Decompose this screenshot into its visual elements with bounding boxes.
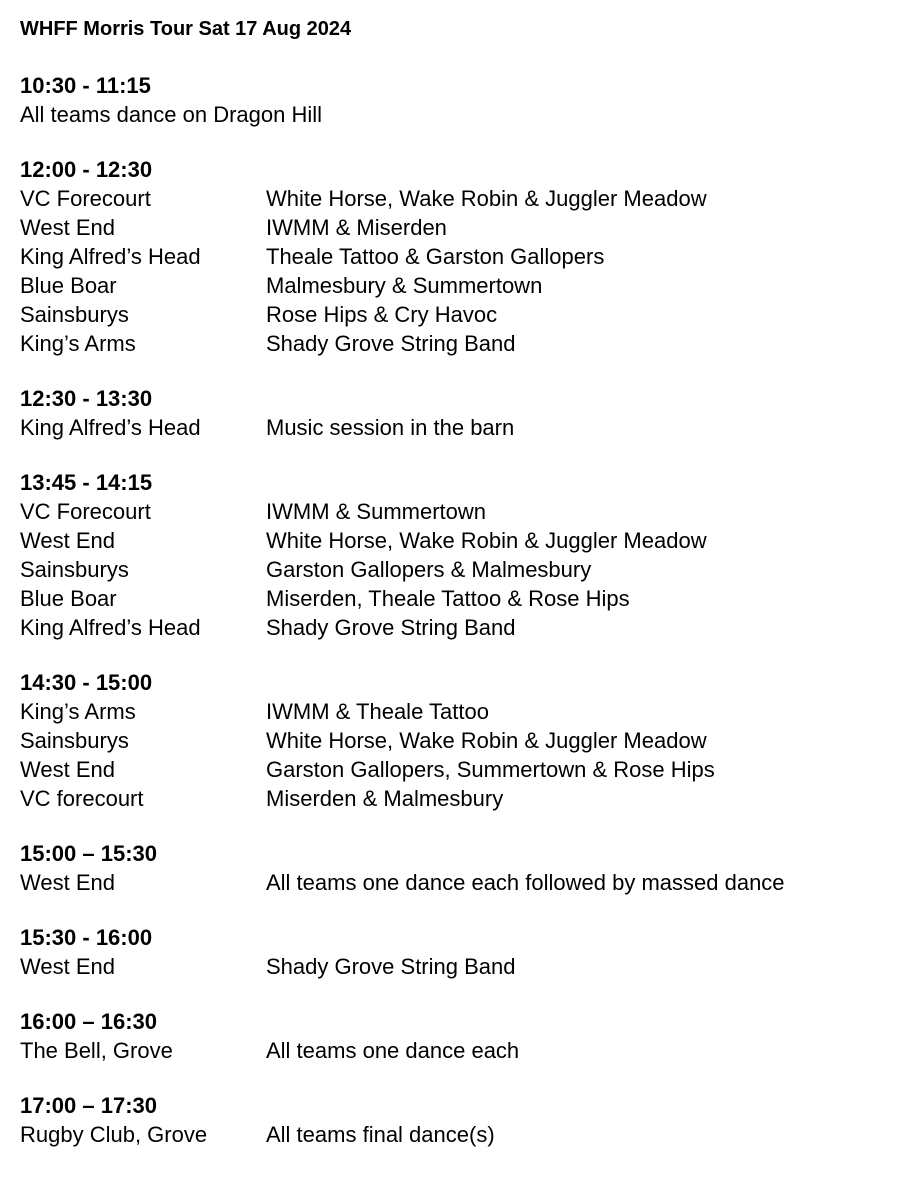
schedule-activity: Miserden & Malmesbury	[266, 786, 504, 811]
time-block	[20, 468, 890, 642]
time-block	[20, 668, 890, 813]
time-block	[20, 839, 890, 897]
schedule-location: The Bell, Grove	[20, 1038, 173, 1063]
schedule-row	[20, 300, 890, 329]
schedule-location: King Alfred’s Head	[20, 244, 201, 269]
schedule-row	[20, 213, 890, 242]
time-block	[20, 155, 890, 358]
schedule-activity: Garston Gallopers, Summertown & Rose Hips	[266, 757, 715, 782]
schedule-location: West End	[20, 528, 115, 553]
schedule-location: All teams dance on Dragon Hill	[20, 102, 323, 127]
schedule-row	[20, 242, 890, 271]
schedule-row	[20, 497, 890, 526]
schedule-row	[20, 755, 890, 784]
time-range: 12:00 - 12:30	[20, 157, 153, 182]
schedule-row	[20, 868, 890, 897]
schedule-activity: All teams final dance(s)	[266, 1122, 495, 1147]
schedule-row	[20, 271, 890, 300]
schedule-location: VC Forecourt	[20, 186, 151, 211]
schedule-row	[20, 584, 890, 613]
schedule-activity: Miserden, Theale Tattoo & Rose Hips	[266, 586, 630, 611]
schedule-row	[20, 413, 890, 442]
schedule-location: King’s Arms	[20, 331, 136, 356]
time-block	[20, 1091, 890, 1149]
schedule-activity: White Horse, Wake Robin & Juggler Meadow	[266, 728, 707, 753]
schedule-activity: Rose Hips & Cry Havoc	[266, 302, 498, 327]
schedule-location: Blue Boar	[20, 273, 117, 298]
schedule-activity: All teams one dance each followed by massed dance	[266, 870, 785, 895]
schedule-row	[20, 1120, 890, 1149]
schedule-location: West End	[20, 215, 115, 240]
schedule-location: King Alfred’s Head	[20, 615, 201, 640]
time-block	[20, 923, 890, 981]
schedule-row	[20, 329, 890, 358]
document-title: WHFF Morris Tour Sat 17 Aug 2024	[20, 18, 352, 40]
schedule-row	[20, 1036, 890, 1065]
time-range: 14:30 - 15:00	[20, 670, 153, 695]
schedule-row	[20, 184, 890, 213]
schedule-row	[20, 784, 890, 813]
schedule-activity: Music session in the barn	[266, 415, 515, 440]
schedule-activity: Theale Tattoo & Garston Gallopers	[266, 244, 605, 269]
time-range: 13:45 - 14:15	[20, 470, 153, 495]
schedule-location: West End	[20, 870, 115, 895]
time-block	[20, 1007, 890, 1065]
schedule-location: VC Forecourt	[20, 499, 151, 524]
time-range: 16:00 – 16:30	[20, 1009, 157, 1034]
time-range: 10:30 - 11:15	[20, 73, 151, 98]
schedule-row	[20, 697, 890, 726]
time-block	[20, 71, 890, 129]
schedule-location: Rugby Club, Grove	[20, 1122, 208, 1147]
schedule-location: Sainsburys	[20, 302, 129, 327]
schedule-row	[20, 726, 890, 755]
schedule-location: West End	[20, 757, 115, 782]
schedule-location: Sainsburys	[20, 728, 129, 753]
schedule-location: King Alfred’s Head	[20, 415, 201, 440]
schedule-row	[20, 555, 890, 584]
time-range: 15:30 - 16:00	[20, 925, 153, 950]
time-range: 12:30 - 13:30	[20, 386, 153, 411]
schedule-activity: Shady Grove String Band	[266, 331, 516, 356]
schedule-activity: Malmesbury & Summertown	[266, 273, 543, 298]
schedule-document	[20, 14, 890, 1149]
schedule-row	[20, 613, 890, 642]
schedule-row	[20, 526, 890, 555]
schedule-location: VC forecourt	[20, 786, 144, 811]
schedule-row	[20, 952, 890, 981]
schedule-activity: IWMM & Theale Tattoo	[266, 699, 489, 724]
schedule-activity: Shady Grove String Band	[266, 954, 516, 979]
schedule-activity: IWMM & Summertown	[266, 499, 487, 524]
schedule-activity: White Horse, Wake Robin & Juggler Meadow	[266, 186, 707, 211]
time-range: 17:00 – 17:30	[20, 1093, 157, 1118]
schedule-activity: Shady Grove String Band	[266, 615, 516, 640]
schedule-activity: All teams one dance each	[266, 1038, 520, 1063]
schedule-activity: Garston Gallopers & Malmesbury	[266, 557, 592, 582]
time-block	[20, 384, 890, 442]
time-range: 15:00 – 15:30	[20, 841, 157, 866]
schedule-row	[20, 100, 890, 129]
schedule-location: Blue Boar	[20, 586, 117, 611]
schedule-location: Sainsburys	[20, 557, 129, 582]
schedule-location: King’s Arms	[20, 699, 136, 724]
schedule-location: West End	[20, 954, 115, 979]
schedule-activity: IWMM & Miserden	[266, 215, 447, 240]
schedule-activity: White Horse, Wake Robin & Juggler Meadow	[266, 528, 707, 553]
